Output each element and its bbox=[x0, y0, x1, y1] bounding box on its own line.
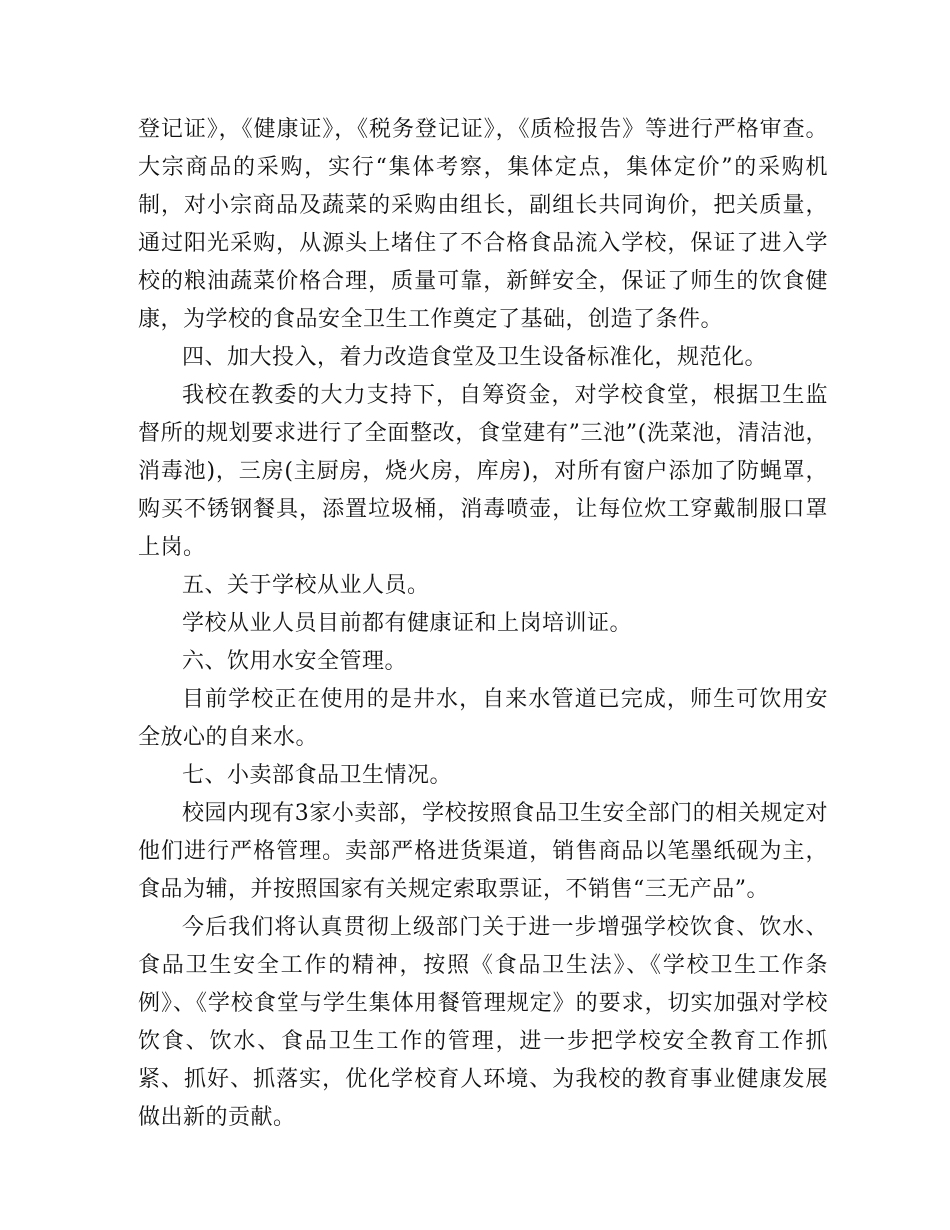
paragraph-staff: 学校从业人员目前都有健康证和上岗培训证。 bbox=[182, 611, 633, 636]
paragraph-canteen-renovation: 我校在教委的大力支持下，自筹资金，对学校食堂，根据卫生监督所的规划要求进行了全面整改，食堂建有”三池”(洗菜池，清洁池，消毒池)，三房(主厨房，烧火房，库房)，对所有窗户添加了防蝇罩，购买不锈钢餐具，添置垃圾桶，消毒喷壶，让每位炊工穿戴制服口罩上岗。 bbox=[138, 383, 828, 560]
section-heading-7: 七、小卖部食品卫生情况。 bbox=[182, 763, 453, 788]
paragraph-purchasing: 登记证》，《健康证》，《税务登记证》，《质检报告》等进行严格审查。大宗商品的采购，实行“集体考察，集体定点，集体定价”的采购机制，对小宗商品及蔬菜的采购由组长，副组长共同询价，把关质量，通过阳光采购，从源头上堵住了不合格食品流入学校，保证了进入学校的粮油蔬菜价格合理，质量可靠，新鲜安全，保证了师生的饮食健康，为学校的食品安全卫生工作奠定了基础，创造了条件。 bbox=[138, 117, 828, 332]
document-body bbox=[138, 111, 828, 1137]
section-heading-5: 五、关于学校从业人员。 bbox=[182, 573, 430, 598]
section-heading-4: 四、加大投入，着力改造食堂及卫生设备标准化，规范化。 bbox=[182, 345, 768, 370]
paragraph-water: 目前学校正在使用的是井水，自来水管道已完成，师生可饮用安全放心的自来水。 bbox=[138, 687, 828, 750]
paragraph-shops: 校园内现有3家小卖部，学校按照食品卫生安全部门的相关规定对他们进行严格管理。卖部严格进货渠道，销售商品以笔墨纸砚为主，食品为辅，并按照国家有关规定索取票证，不销售“三无产品”。 bbox=[138, 801, 828, 902]
section-heading-6: 六、饮用水安全管理。 bbox=[182, 649, 408, 674]
paragraph-conclusion: 今后我们将认真贯彻上级部门关于进一步增强学校饮食、饮水、食品卫生安全工作的精神，按照《食品卫生法》、《学校卫生工作条例》、《学校食堂与学生集体用餐管理规定》的要求，切实加强对学校饮食、饮水、食品卫生工作的管理，进一步把学校安全教育工作抓紧、抓好、抓落实，优化学校育人环境、为我校的教育事业健康发展做出新的贡献。 bbox=[138, 915, 828, 1130]
